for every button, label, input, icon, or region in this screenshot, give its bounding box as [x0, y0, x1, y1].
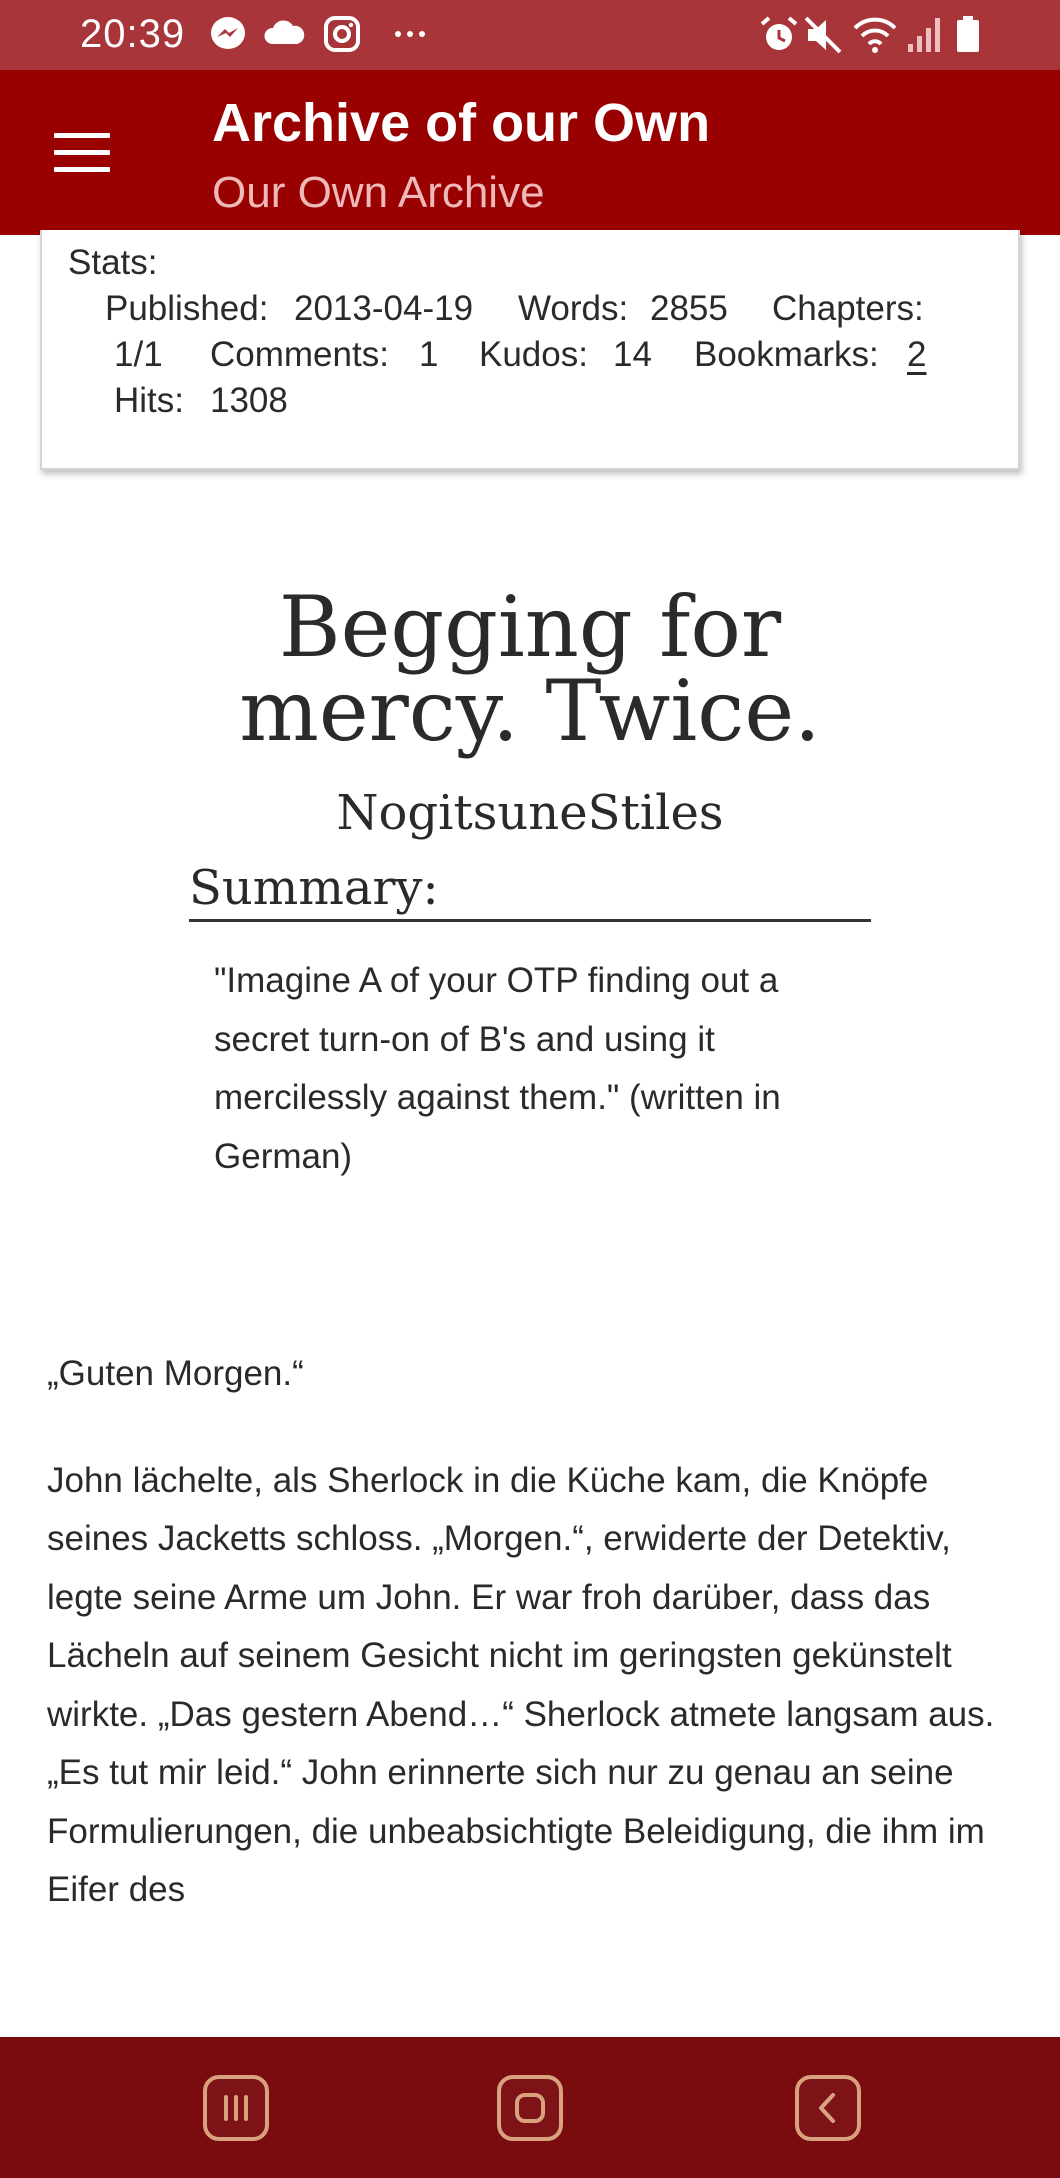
hits-label: Hits: [114, 381, 184, 420]
comments-label: Comments: [210, 335, 389, 374]
home-icon [501, 2079, 559, 2137]
status-bar [0, 0, 1060, 70]
messenger-icon [208, 14, 248, 54]
bookmarks-link[interactable]: 2 [907, 335, 927, 374]
recent-apps-button[interactable] [203, 2075, 269, 2141]
hamburger-menu-icon[interactable] [54, 133, 110, 173]
chapters-label: Chapters: [772, 289, 924, 328]
published-label: Published: [105, 289, 269, 328]
app-title: Archive of our Own [212, 93, 711, 153]
summary-text: "Imagine A of your OTP finding out a secret turn-on of B's and using it mercilessly against them." (written in German) [214, 961, 781, 1176]
back-icon [799, 2079, 857, 2137]
app-bar [0, 70, 1060, 235]
words-value: 2855 [650, 289, 728, 328]
summary-heading: Summary: [189, 862, 871, 922]
stats-heading: Stats: [68, 243, 158, 282]
signal-icon [906, 14, 942, 56]
cloud-icon [262, 14, 306, 54]
system-nav-bar [0, 2037, 1060, 2178]
chapter-text [47, 1345, 1017, 1909]
wifi-icon [852, 14, 898, 56]
words-label: Words: [518, 289, 629, 328]
kudos-value: 14 [613, 335, 652, 374]
battery-icon [954, 14, 982, 56]
chapter-paragraph: „Guten Morgen.“ [47, 1354, 304, 1393]
instagram-icon [322, 14, 362, 54]
comments-value: 1 [419, 335, 439, 374]
work-author-link[interactable]: NogitsuneStiles [336, 785, 724, 841]
kudos-label: Kudos: [479, 335, 588, 374]
app-subtitle: Our Own Archive [212, 168, 545, 217]
chapter-paragraph: John lächelte, als Sherlock in die Küche kam, die Knöpfe seines Jacketts schloss. „Morgen.“, erwiderte der Detektiv, legte seine Arme um John. Er war froh darüber, dass das Lächeln auf seinem Gesicht nicht im geringsten gekünstelt wirkte. „Das gestern Abend…“ Sherlock atmete langsam aus. „Es tut mir leid.“ John erinnerte sich nur zu genau an seine Formulierungen, die unbeabsichtigte Beleidigung, die ihm im Eifer des [47, 1460, 995, 1909]
status-time: 20:39 [80, 12, 186, 56]
chapters-value: 1/1 [114, 335, 163, 374]
alarm-icon [758, 14, 800, 56]
bookmarks-label: Bookmarks: [694, 335, 879, 374]
stats-card [40, 230, 1020, 470]
hits-value: 1308 [210, 381, 288, 420]
back-button[interactable] [795, 2075, 861, 2141]
more-dots-icon [392, 14, 432, 54]
recent-apps-icon [207, 2079, 265, 2137]
home-button[interactable] [497, 2075, 563, 2141]
work-title: Begging for mercy. Twice. [239, 578, 821, 760]
mute-icon [802, 14, 844, 56]
published-value: 2013-04-19 [294, 289, 474, 328]
